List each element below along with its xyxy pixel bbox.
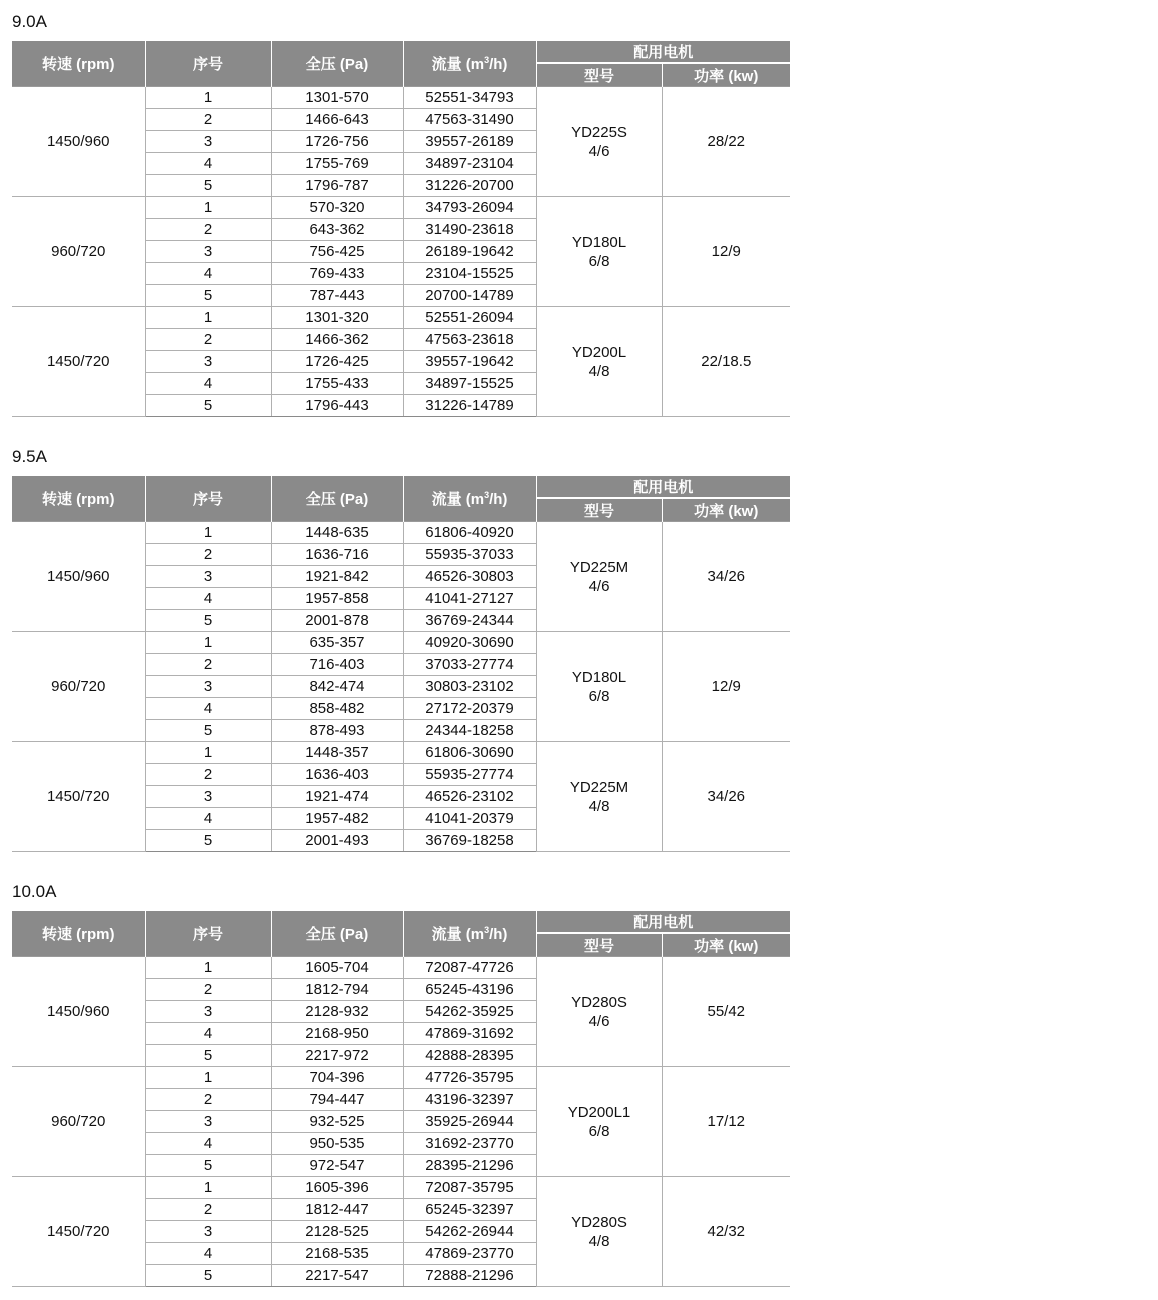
col-header-motor-group: 配用电机 <box>536 911 790 933</box>
flow-cell: 40920-30690 <box>403 632 536 654</box>
flow-cell: 30803-23102 <box>403 676 536 698</box>
flow-cell: 55935-27774 <box>403 764 536 786</box>
seq-cell: 3 <box>145 1221 271 1243</box>
flow-cell: 39557-19642 <box>403 351 536 373</box>
spec-table <box>12 476 790 852</box>
col-header-motor-power: 功率 (kw) <box>662 63 790 86</box>
pressure-cell: 2217-972 <box>271 1045 403 1067</box>
flow-cell: 54262-26944 <box>403 1221 536 1243</box>
col-header-motor-power: 功率 (kw) <box>662 498 790 521</box>
flow-cell: 31692-23770 <box>403 1133 536 1155</box>
table-row <box>12 632 790 654</box>
seq-cell: 4 <box>145 1133 271 1155</box>
speed-cell: 960/720 <box>12 1067 145 1177</box>
flow-cell: 42888-28395 <box>403 1045 536 1067</box>
motor-model: YD280S <box>571 993 627 1011</box>
seq-cell: 1 <box>145 197 271 219</box>
flow-cell: 72087-35795 <box>403 1177 536 1199</box>
motor-model-cell <box>536 197 662 307</box>
flow-label: 流量 (m <box>431 926 485 943</box>
seq-cell: 4 <box>145 808 271 830</box>
pressure-cell: 858-482 <box>271 698 403 720</box>
pressure-cell: 1812-447 <box>271 1199 403 1221</box>
spec-table <box>12 911 790 1287</box>
motor-model-cell <box>536 522 662 632</box>
col-header-flow <box>403 476 536 522</box>
flow-cell: 65245-32397 <box>403 1199 536 1221</box>
speed-cell: 1450/720 <box>12 307 145 417</box>
motor-model-cell <box>536 742 662 852</box>
table-row <box>12 522 790 544</box>
seq-cell: 2 <box>145 109 271 131</box>
flow-cell: 41041-27127 <box>403 588 536 610</box>
flow-cell: 47563-31490 <box>403 109 536 131</box>
pressure-cell: 878-493 <box>271 720 403 742</box>
seq-cell: 3 <box>145 351 271 373</box>
seq-cell: 3 <box>145 676 271 698</box>
motor-power-cell: 42/32 <box>662 1177 790 1287</box>
flow-cell: 47869-23770 <box>403 1243 536 1265</box>
seq-cell: 5 <box>145 610 271 632</box>
pressure-cell: 1796-443 <box>271 395 403 417</box>
col-header-motor-group: 配用电机 <box>536 41 790 63</box>
seq-cell: 1 <box>145 957 271 979</box>
col-header-motor-model: 型号 <box>536 933 662 956</box>
pressure-cell: 756-425 <box>271 241 403 263</box>
col-header-pressure: 全压 (Pa) <box>271 911 403 957</box>
seq-cell: 1 <box>145 522 271 544</box>
seq-cell: 2 <box>145 329 271 351</box>
col-header-seq: 序号 <box>145 476 271 522</box>
flow-cell: 24344-18258 <box>403 720 536 742</box>
pressure-cell: 769-433 <box>271 263 403 285</box>
motor-model: YD225M <box>569 558 629 576</box>
section-title: 9.5A <box>12 447 47 466</box>
flow-cell: 47563-23618 <box>403 329 536 351</box>
pressure-cell: 1636-403 <box>271 764 403 786</box>
motor-poles: 6/8 <box>588 252 610 270</box>
pressure-cell: 932-525 <box>271 1111 403 1133</box>
flow-cell: 72888-21296 <box>403 1265 536 1287</box>
col-header-motor-power: 功率 (kw) <box>662 933 790 956</box>
flow-cell: 31490-23618 <box>403 219 536 241</box>
flow-cell: 35925-26944 <box>403 1111 536 1133</box>
col-header-seq: 序号 <box>145 911 271 957</box>
motor-power-cell: 22/18.5 <box>662 307 790 417</box>
speed-cell: 1450/960 <box>12 87 145 197</box>
motor-poles: 4/8 <box>588 1232 610 1250</box>
col-header-flow <box>403 41 536 87</box>
flow-cell: 47869-31692 <box>403 1023 536 1045</box>
flow-cell: 37033-27774 <box>403 654 536 676</box>
flow-label: 流量 (m <box>431 56 485 73</box>
motor-poles: 6/8 <box>588 687 610 705</box>
flow-cell: 46526-30803 <box>403 566 536 588</box>
pressure-cell: 794-447 <box>271 1089 403 1111</box>
seq-cell: 5 <box>145 830 271 852</box>
flow-cell: 34897-23104 <box>403 153 536 175</box>
flow-cell: 61806-30690 <box>403 742 536 764</box>
motor-poles: 4/6 <box>588 142 610 160</box>
motor-model-cell <box>536 1177 662 1287</box>
pressure-cell: 643-362 <box>271 219 403 241</box>
motor-model-cell <box>536 307 662 417</box>
flow-cell: 28395-21296 <box>403 1155 536 1177</box>
motor-poles: 4/8 <box>588 797 610 815</box>
pressure-cell: 1812-794 <box>271 979 403 1001</box>
motor-power-cell: 34/26 <box>662 742 790 852</box>
col-header-motor-group: 配用电机 <box>536 476 790 498</box>
motor-poles: 4/8 <box>588 362 610 380</box>
flow-unit-sup: 3 <box>484 55 490 65</box>
table-row <box>12 197 790 219</box>
seq-cell: 4 <box>145 1023 271 1045</box>
flow-unit-suffix: /h) <box>489 491 508 508</box>
motor-power-cell: 17/12 <box>662 1067 790 1177</box>
pressure-cell: 1921-842 <box>271 566 403 588</box>
pressure-cell: 1448-635 <box>271 522 403 544</box>
pressure-cell: 1921-474 <box>271 786 403 808</box>
flow-cell: 41041-20379 <box>403 808 536 830</box>
pressure-cell: 1726-425 <box>271 351 403 373</box>
motor-power-cell: 28/22 <box>662 87 790 197</box>
seq-cell: 5 <box>145 1045 271 1067</box>
flow-cell: 26189-19642 <box>403 241 536 263</box>
flow-label: 流量 (m <box>431 491 485 508</box>
pressure-cell: 1466-362 <box>271 329 403 351</box>
flow-cell: 54262-35925 <box>403 1001 536 1023</box>
pressure-cell: 2001-878 <box>271 610 403 632</box>
motor-power-cell: 34/26 <box>662 522 790 632</box>
table-row <box>12 1177 790 1199</box>
flow-cell: 31226-20700 <box>403 175 536 197</box>
flow-cell: 31226-14789 <box>403 395 536 417</box>
pressure-cell: 1466-643 <box>271 109 403 131</box>
flow-cell: 27172-20379 <box>403 698 536 720</box>
seq-cell: 3 <box>145 786 271 808</box>
seq-cell: 3 <box>145 1001 271 1023</box>
spec-table <box>12 41 790 417</box>
flow-cell: 52551-34793 <box>403 87 536 109</box>
motor-model-cell <box>536 87 662 197</box>
seq-cell: 1 <box>145 742 271 764</box>
motor-poles: 6/8 <box>588 1122 610 1140</box>
pressure-cell: 1796-787 <box>271 175 403 197</box>
flow-cell: 36769-24344 <box>403 610 536 632</box>
table-row <box>12 307 790 329</box>
flow-cell: 20700-14789 <box>403 285 536 307</box>
table-row <box>12 1067 790 1089</box>
speed-cell: 1450/720 <box>12 742 145 852</box>
col-header-speed: 转速 (rpm) <box>12 911 145 957</box>
seq-cell: 1 <box>145 87 271 109</box>
seq-cell: 3 <box>145 566 271 588</box>
flow-cell: 23104-15525 <box>403 263 536 285</box>
pressure-cell: 1726-756 <box>271 131 403 153</box>
pressure-cell: 1957-858 <box>271 588 403 610</box>
seq-cell: 5 <box>145 1155 271 1177</box>
seq-cell: 2 <box>145 1089 271 1111</box>
flow-cell: 47726-35795 <box>403 1067 536 1089</box>
motor-model: YD225M <box>569 778 629 796</box>
speed-cell: 1450/960 <box>12 522 145 632</box>
motor-model-cell <box>536 957 662 1067</box>
pressure-cell: 2128-932 <box>271 1001 403 1023</box>
motor-model: YD200L <box>571 343 627 361</box>
flow-cell: 39557-26189 <box>403 131 536 153</box>
seq-cell: 3 <box>145 131 271 153</box>
pressure-cell: 2128-525 <box>271 1221 403 1243</box>
motor-power-cell: 12/9 <box>662 632 790 742</box>
col-header-pressure: 全压 (Pa) <box>271 41 403 87</box>
flow-cell: 34793-26094 <box>403 197 536 219</box>
seq-cell: 4 <box>145 588 271 610</box>
seq-cell: 4 <box>145 698 271 720</box>
motor-model: YD180L <box>571 233 627 251</box>
speed-cell: 960/720 <box>12 197 145 307</box>
seq-cell: 1 <box>145 1067 271 1089</box>
col-header-pressure: 全压 (Pa) <box>271 476 403 522</box>
pressure-cell: 635-357 <box>271 632 403 654</box>
seq-cell: 2 <box>145 1199 271 1221</box>
motor-power-cell: 12/9 <box>662 197 790 307</box>
seq-cell: 5 <box>145 175 271 197</box>
pressure-cell: 2168-950 <box>271 1023 403 1045</box>
pressure-cell: 570-320 <box>271 197 403 219</box>
col-header-speed: 转速 (rpm) <box>12 41 145 87</box>
pressure-cell: 1605-396 <box>271 1177 403 1199</box>
flow-unit-suffix: /h) <box>489 926 508 943</box>
motor-model-cell <box>536 1067 662 1177</box>
pressure-cell: 1605-704 <box>271 957 403 979</box>
seq-cell: 2 <box>145 654 271 676</box>
flow-cell: 72087-47726 <box>403 957 536 979</box>
pressure-cell: 704-396 <box>271 1067 403 1089</box>
pressure-cell: 1755-433 <box>271 373 403 395</box>
pressure-cell: 1301-570 <box>271 87 403 109</box>
seq-cell: 3 <box>145 1111 271 1133</box>
seq-cell: 5 <box>145 395 271 417</box>
section-title: 10.0A <box>12 882 57 901</box>
pressure-cell: 1636-716 <box>271 544 403 566</box>
col-header-motor-model: 型号 <box>536 63 662 86</box>
seq-cell: 2 <box>145 979 271 1001</box>
col-header-flow <box>403 911 536 957</box>
seq-cell: 4 <box>145 1243 271 1265</box>
motor-model: YD180L <box>571 668 627 686</box>
flow-unit-sup: 3 <box>484 925 490 935</box>
col-header-speed: 转速 (rpm) <box>12 476 145 522</box>
table-row <box>12 87 790 109</box>
col-header-motor-model: 型号 <box>536 498 662 521</box>
seq-cell: 5 <box>145 285 271 307</box>
seq-cell: 1 <box>145 307 271 329</box>
flow-cell: 52551-26094 <box>403 307 536 329</box>
pressure-cell: 972-547 <box>271 1155 403 1177</box>
seq-cell: 4 <box>145 263 271 285</box>
flow-cell: 43196-32397 <box>403 1089 536 1111</box>
flow-cell: 34897-15525 <box>403 373 536 395</box>
seq-cell: 2 <box>145 544 271 566</box>
seq-cell: 5 <box>145 720 271 742</box>
speed-cell: 1450/960 <box>12 957 145 1067</box>
table-row <box>12 957 790 979</box>
motor-model-cell <box>536 632 662 742</box>
section-title: 9.0A <box>12 12 47 31</box>
motor-model: YD280S <box>571 1213 627 1231</box>
flow-cell: 36769-18258 <box>403 830 536 852</box>
seq-cell: 1 <box>145 632 271 654</box>
flow-unit-sup: 3 <box>484 490 490 500</box>
seq-cell: 2 <box>145 764 271 786</box>
flow-cell: 46526-23102 <box>403 786 536 808</box>
pressure-cell: 787-443 <box>271 285 403 307</box>
pressure-cell: 950-535 <box>271 1133 403 1155</box>
pressure-cell: 842-474 <box>271 676 403 698</box>
speed-cell: 1450/720 <box>12 1177 145 1287</box>
pressure-cell: 2168-535 <box>271 1243 403 1265</box>
motor-model: YD225S <box>571 123 627 141</box>
flow-unit-suffix: /h) <box>489 56 508 73</box>
pressure-cell: 2001-493 <box>271 830 403 852</box>
motor-power-cell: 55/42 <box>662 957 790 1067</box>
flow-cell: 55935-37033 <box>403 544 536 566</box>
pressure-cell: 1301-320 <box>271 307 403 329</box>
motor-poles: 4/6 <box>588 1012 610 1030</box>
pressure-cell: 2217-547 <box>271 1265 403 1287</box>
seq-cell: 4 <box>145 153 271 175</box>
seq-cell: 1 <box>145 1177 271 1199</box>
col-header-seq: 序号 <box>145 41 271 87</box>
flow-cell: 65245-43196 <box>403 979 536 1001</box>
motor-poles: 4/6 <box>588 577 610 595</box>
pressure-cell: 716-403 <box>271 654 403 676</box>
speed-cell: 960/720 <box>12 632 145 742</box>
seq-cell: 2 <box>145 219 271 241</box>
pressure-cell: 1957-482 <box>271 808 403 830</box>
motor-model: YD200L1 <box>567 1103 631 1121</box>
table-row <box>12 742 790 764</box>
seq-cell: 5 <box>145 1265 271 1287</box>
pressure-cell: 1755-769 <box>271 153 403 175</box>
seq-cell: 3 <box>145 241 271 263</box>
pressure-cell: 1448-357 <box>271 742 403 764</box>
flow-cell: 61806-40920 <box>403 522 536 544</box>
seq-cell: 4 <box>145 373 271 395</box>
